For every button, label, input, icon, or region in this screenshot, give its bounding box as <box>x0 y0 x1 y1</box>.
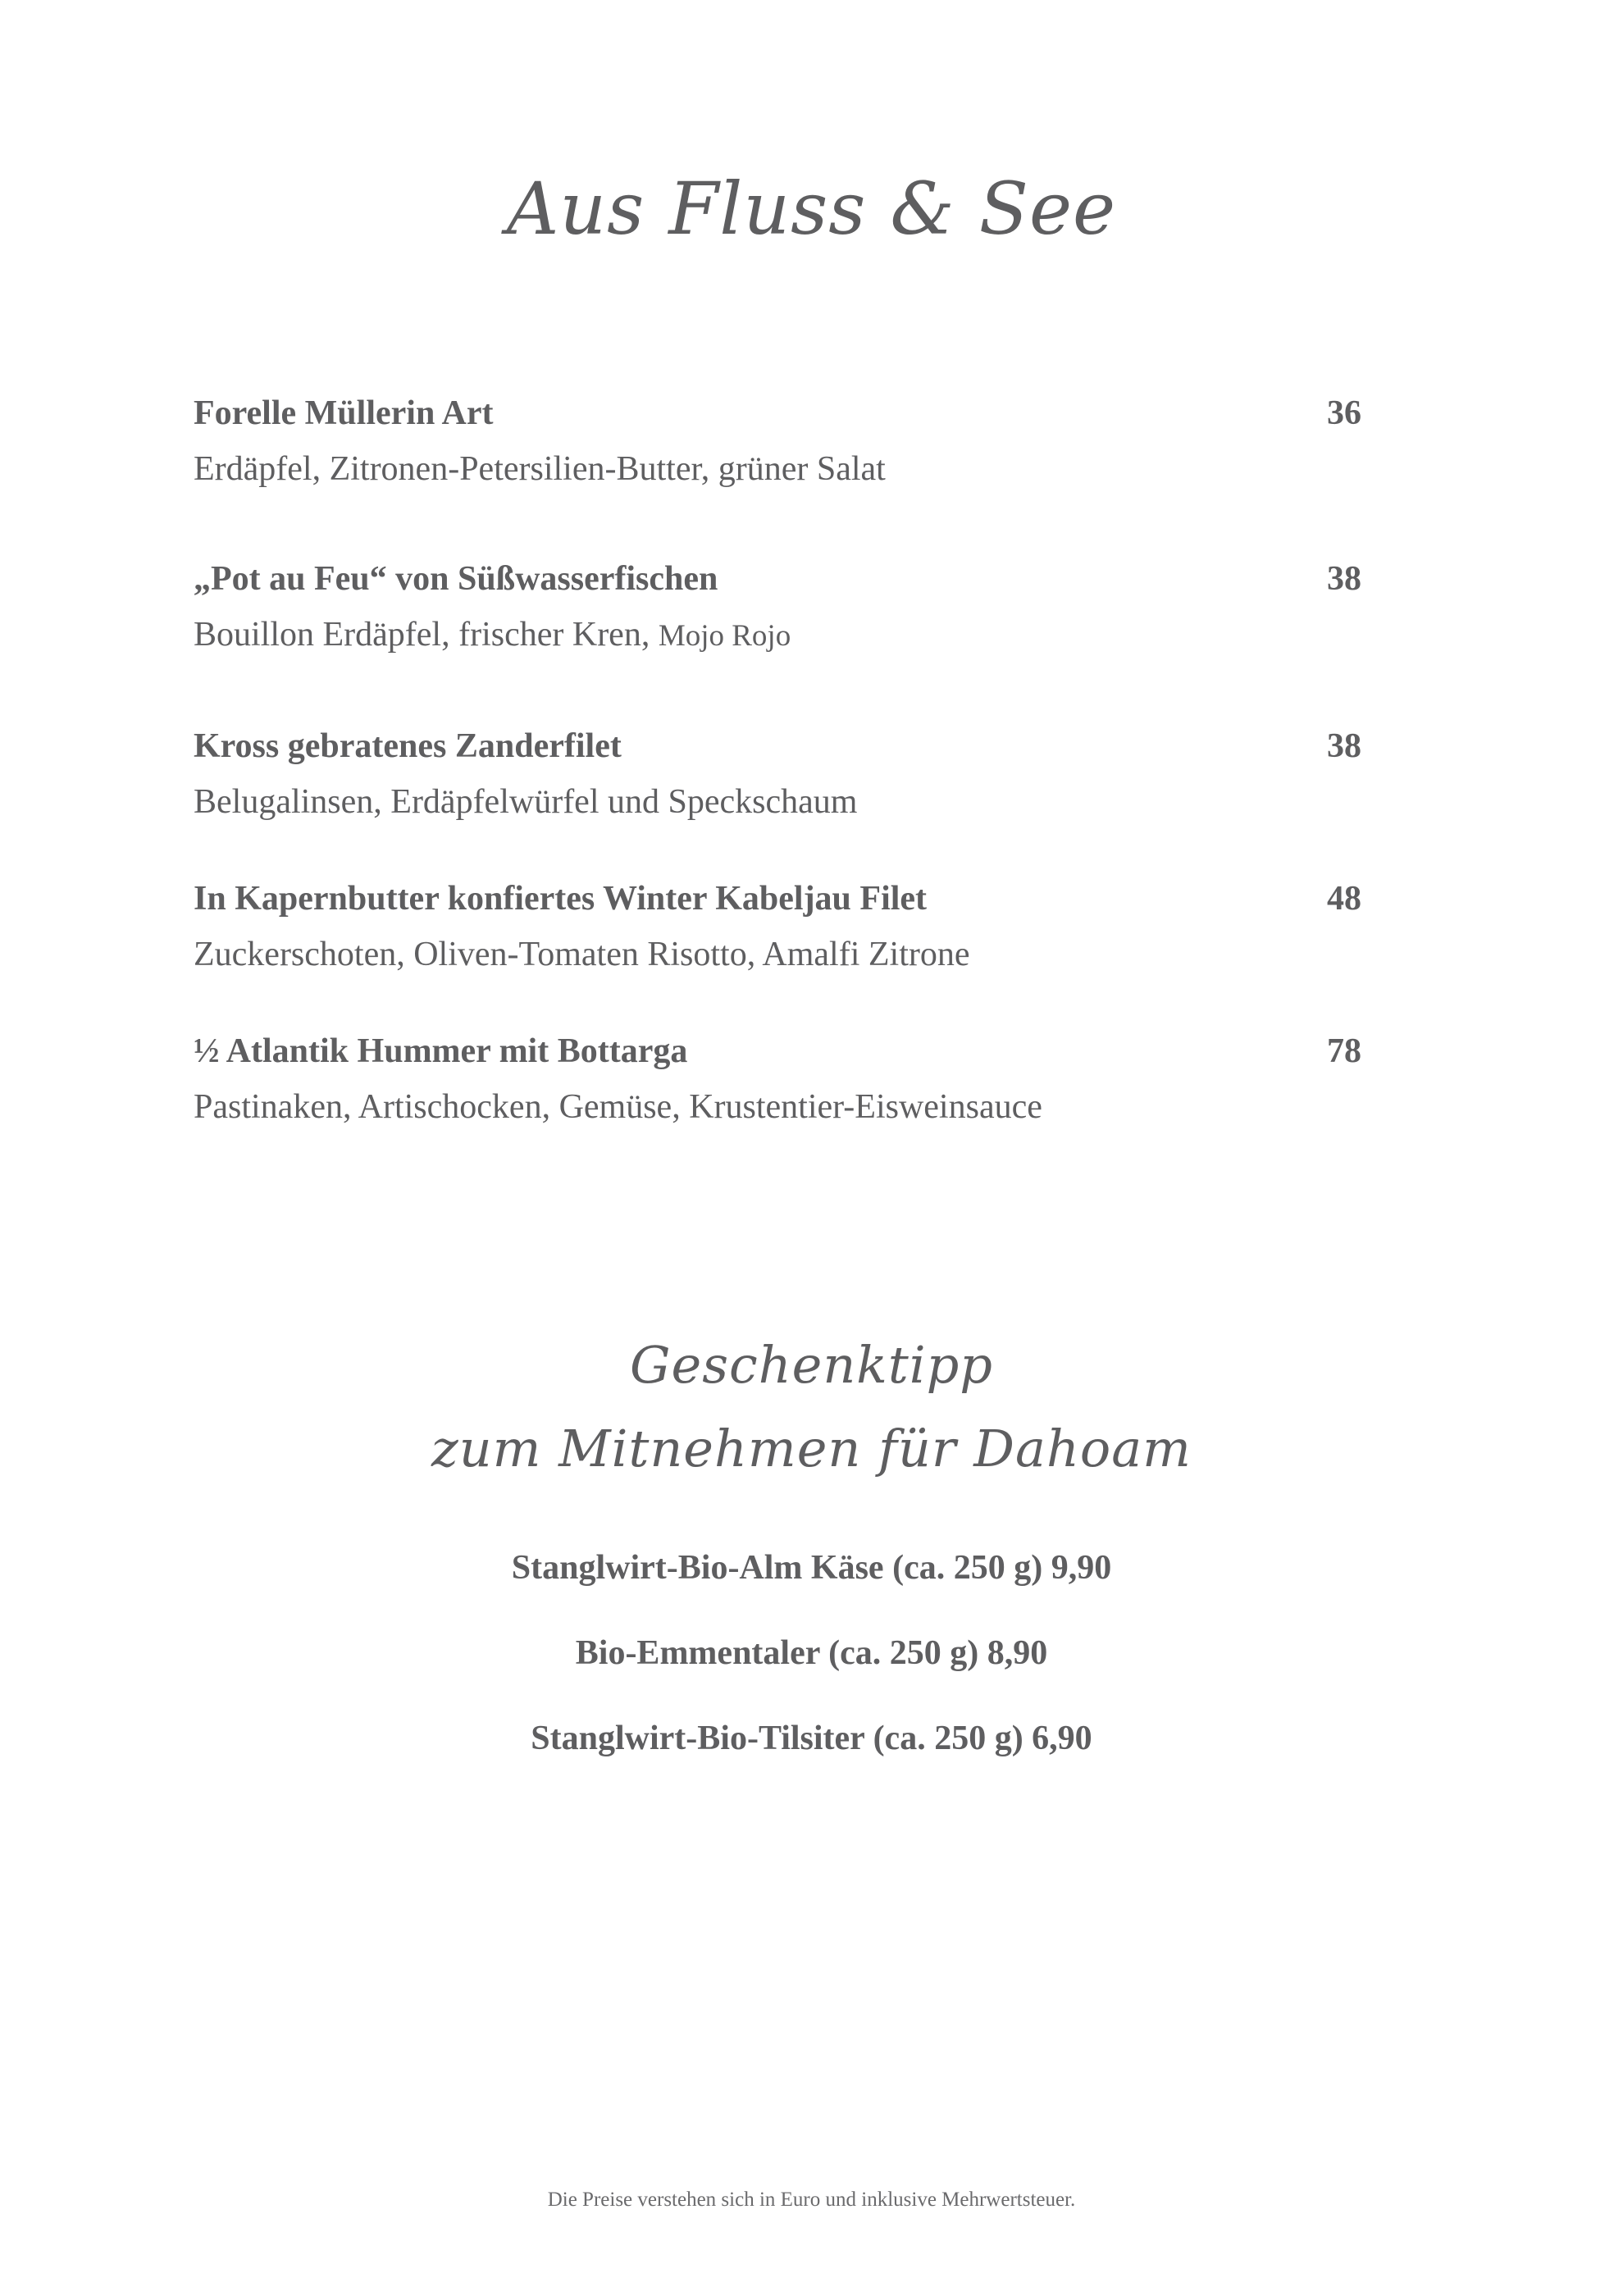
menu-item-name: Kross gebratenes Zanderfilet <box>194 727 622 765</box>
gift-item: Stanglwirt-Bio-Tilsiter (ca. 250 g) 6,90 <box>531 1720 1092 1757</box>
menu-item-price: 38 <box>1327 727 1361 765</box>
menu-item-description <box>194 607 1361 664</box>
menu-item-price: 38 <box>1327 560 1361 598</box>
menu-item-row <box>194 1023 1361 1079</box>
menu-item-description-extra: Mojo Rojo <box>658 619 791 653</box>
menu-item-row <box>194 551 1361 607</box>
menu-list <box>194 385 1361 1135</box>
gift-item: Bio-Emmentaler (ca. 250 g) 8,90 <box>575 1634 1048 1672</box>
menu-item <box>194 1023 1361 1135</box>
menu-item-description <box>194 441 1361 497</box>
menu-item <box>194 551 1361 664</box>
menu-item <box>194 385 1361 497</box>
menu-item-description-text: Pastinaken, Artischocken, Gemüse, Krustentier-Eisweinsauce <box>194 1088 1042 1126</box>
menu-item-price: 78 <box>1327 1032 1361 1070</box>
menu-item-name: Forelle Müllerin Art <box>194 394 494 432</box>
menu-item-price: 36 <box>1327 394 1361 432</box>
menu-item-row <box>194 385 1361 441</box>
gift-title: Geschenktipp <box>629 1335 993 1395</box>
gift-subtitle: zum Mitnehmen für Dahoam <box>431 1419 1192 1478</box>
menu-item-description <box>194 927 1361 982</box>
menu-item-row <box>194 871 1361 927</box>
menu-item-description <box>194 774 1361 830</box>
menu-item-price: 48 <box>1327 880 1361 918</box>
menu-item-name: In Kapernbutter konfiertes Winter Kabeljau Filet <box>194 880 928 918</box>
price-footnote: Die Preise verstehen sich in Euro und inklusive Mehrwertsteuer. <box>547 2189 1076 2211</box>
gift-list <box>0 1525 1623 1781</box>
gift-item: Stanglwirt-Bio-Alm Käse (ca. 250 g) 9,90 <box>511 1549 1112 1587</box>
menu-item-name: ½ Atlantik Hummer mit Bottarga <box>194 1032 688 1070</box>
menu-item-description-text: Erdäpfel, Zitronen-Petersilien-Butter, grüner Salat <box>194 450 886 488</box>
menu-item-row <box>194 718 1361 774</box>
page-title: Aus Fluss & See <box>506 166 1117 251</box>
menu-item-description <box>194 1079 1361 1135</box>
menu-item <box>194 871 1361 982</box>
menu-item-name: „Pot au Feu“ von Süßwasserfischen <box>194 560 718 598</box>
menu-item <box>194 718 1361 830</box>
menu-item-description-text: Bouillon Erdäpfel, frischer Kren, <box>194 616 650 654</box>
menu-item-description-text: Zuckerschoten, Oliven-Tomaten Risotto, Amalfi Zitrone <box>194 936 970 973</box>
menu-item-description-text: Belugalinsen, Erdäpfelwürfel und Speckschaum <box>194 783 858 821</box>
